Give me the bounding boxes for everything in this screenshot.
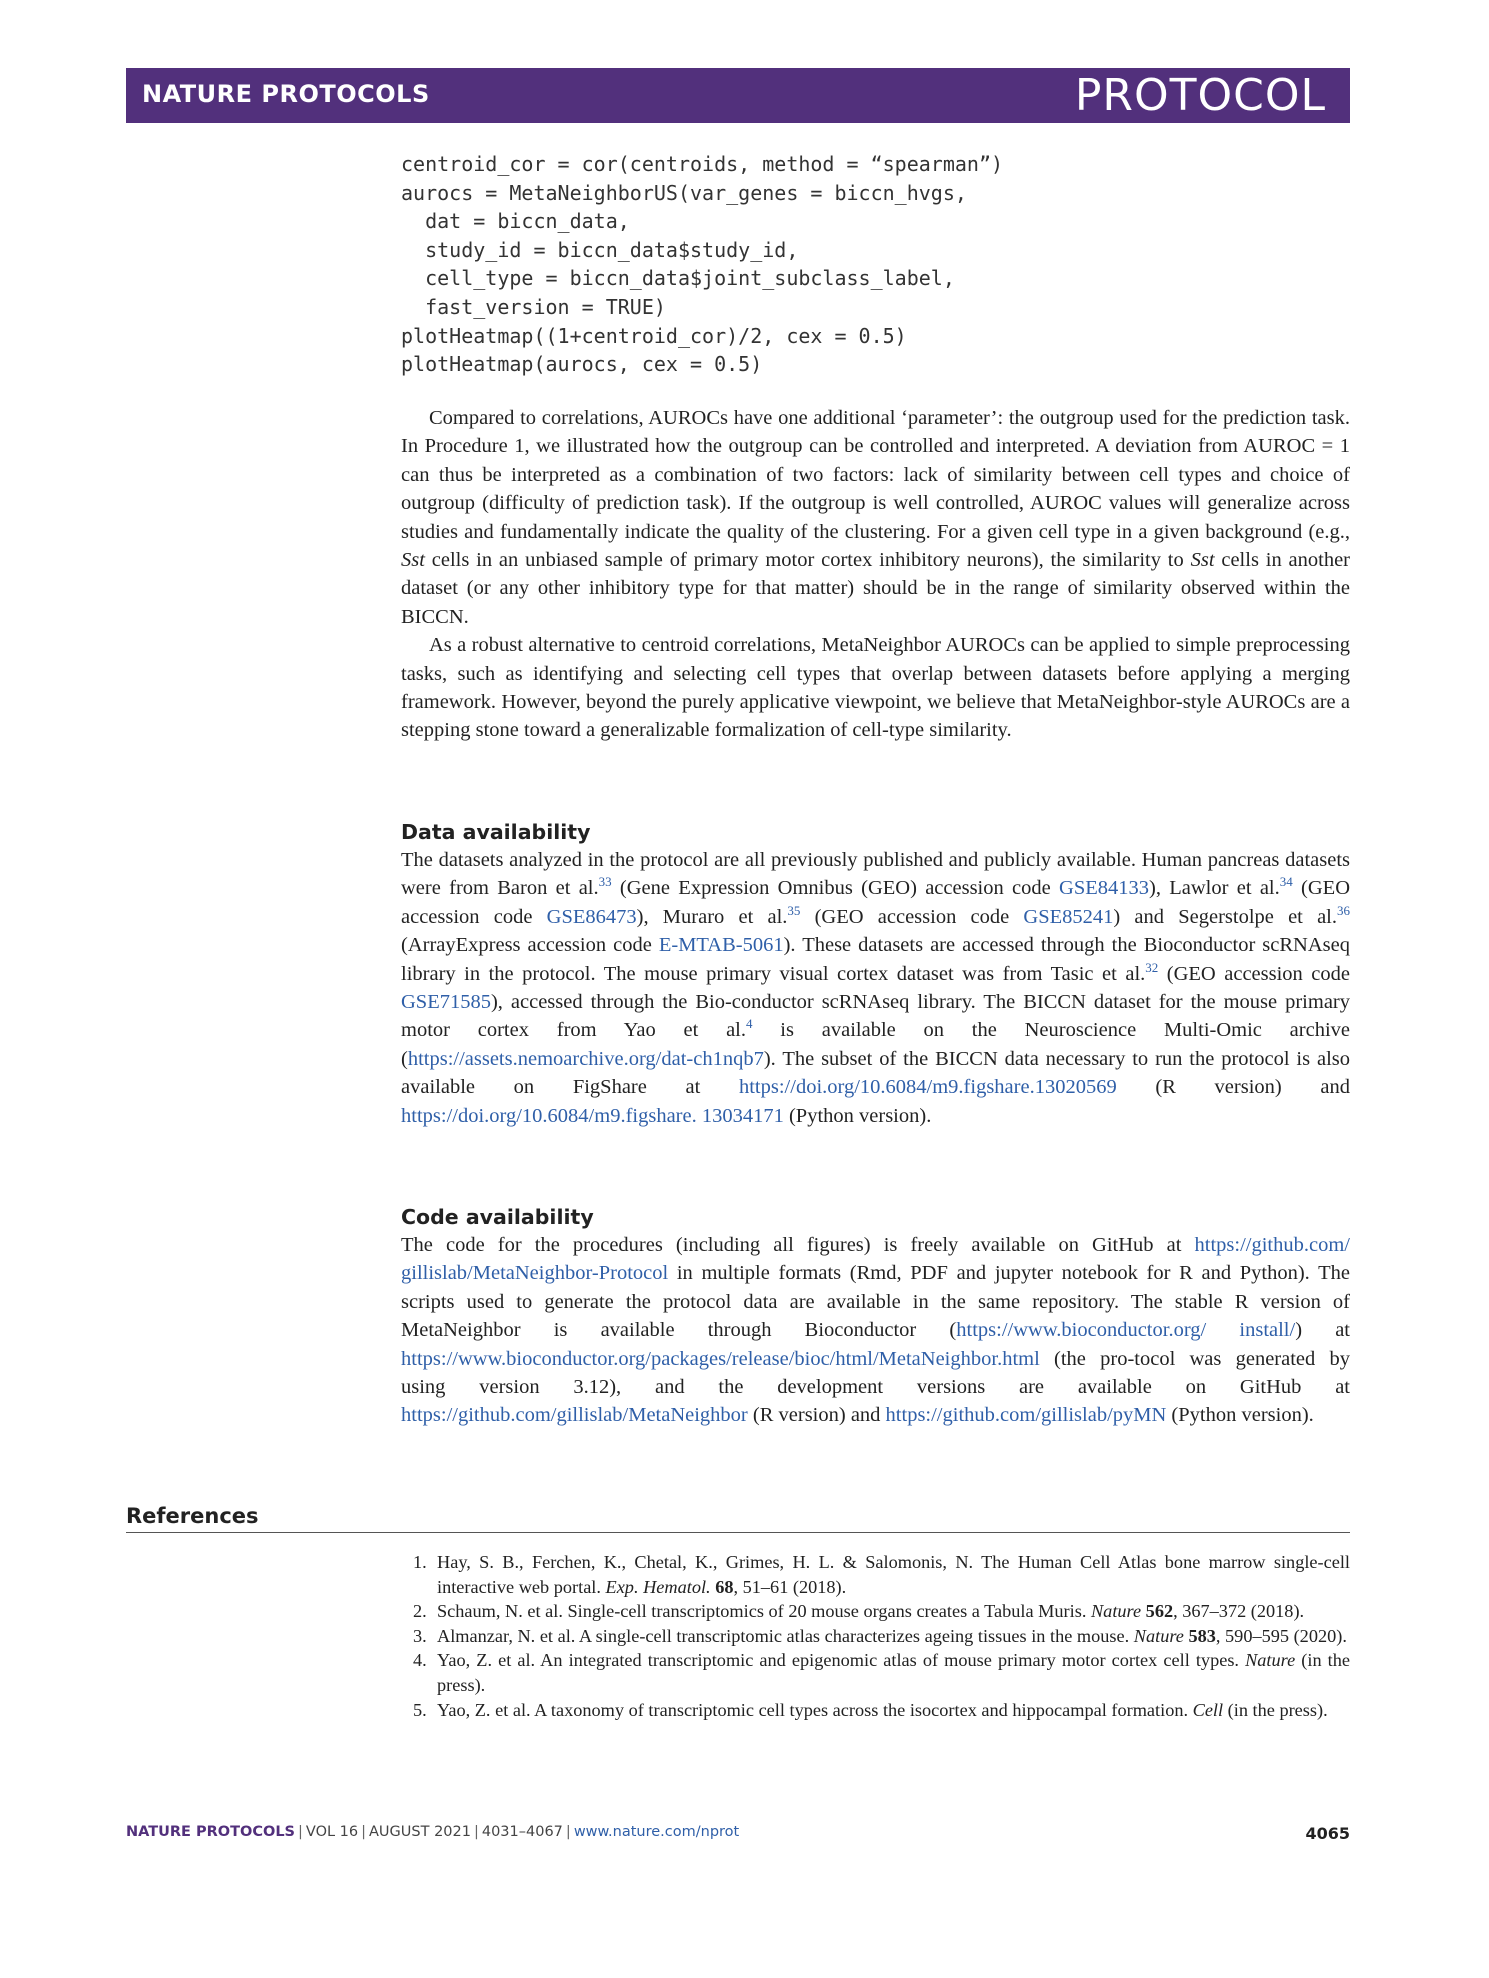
- journal-name: NATURE PROTOCOLS: [142, 80, 430, 108]
- geo-link-gse84133[interactable]: GSE84133: [1059, 877, 1150, 900]
- code-availability-section: [401, 1203, 1350, 1430]
- nemo-archive-link[interactable]: https://assets.nemoarchive.org/dat-ch1nqb7: [407, 1047, 764, 1070]
- code-line: centroid_cor = cor(centroids, method = “spearman”): [401, 152, 1004, 176]
- paragraph-auroc-parameter: Compared to correlations, AUROCs have one additional ‘parameter’: the outgroup used for the prediction task. In Procedure 1, we illustrated how the outgroup can be controlled and interpreted. A deviation from AUROC = 1 can thus be interpreted as a combination of two factors: lack of similarity between cell types and choice of outgroup (difficulty of prediction task). If the outgroup is well controlled, AUROC values will generalize across studies and fundamentally indicate the quality of the clustering. For a given cell type in a given background (e.g., Sst cells in an unbiased sample of primary motor cortex inhibitory neurons), the similarity to Sst cells in another dataset (or any other inhibitory type for that matter) should be in the range of similarity observed within the BICCN.: [401, 407, 1350, 628]
- data-availability-heading: Data availability: [401, 820, 591, 844]
- code-line: study_id = biccn_data$study_id,: [401, 237, 799, 262]
- reference-item: 2. Schaum, N. et al. Single-cell transcriptomics of 20 mouse organs creates a Tabula Muris. Nature 562, 367–372 (2018).: [413, 1601, 1305, 1622]
- reference-item: 1. Hay, S. B., Ferchen, K., Chetal, K., Grimes, H. L. & Salomonis, N. The Human Cell Atlas bone marrow single-cell interactive web portal. Exp. Hematol. 68, 51–61 (2018).: [413, 1552, 1350, 1597]
- body-text: [401, 404, 1350, 745]
- ref-citation[interactable]: 33: [598, 874, 612, 890]
- geo-link-gse85241[interactable]: GSE85241: [1023, 905, 1114, 928]
- code-availability-text: The code for the procedures (including all figures) is freely available on GitHub at https://github.com/ gillislab/MetaNeighbor-Protocol in multiple formats (Rmd, PDF and jupyter notebook for R and Python). The scripts used to generate the protocol data are available in the same repository. The stable R version of MetaNeighbor is available through Bioconductor (https://www.bioconductor.org/ install/) at https://www.bioconductor.org/packages/release/bioc/html/MetaNeighbor.html (the pro-tocol was generated by using version 3.12), and the development versions are available on GitHub at https://github.com/gillislab/MetaNeighbor (R version) and https://github.com/gillislab/pyMN (Python version).: [401, 1234, 1350, 1427]
- geo-link-gse86473[interactable]: GSE86473: [546, 905, 637, 928]
- geo-link-gse71585[interactable]: GSE71585: [401, 991, 491, 1014]
- ref-citation[interactable]: 36: [1337, 902, 1350, 918]
- code-line: dat = biccn_data,: [401, 209, 630, 234]
- footer-journal-link[interactable]: www.nature.com/nprot: [573, 1824, 740, 1840]
- bioconductor-install-link[interactable]: https://www.bioconductor.org/ install/: [956, 1319, 1296, 1342]
- code-availability-heading: Code availability: [401, 1205, 594, 1229]
- reference-list: [401, 1550, 1350, 1722]
- code-line: aurocs = MetaNeighborUS(var_genes = biccn_hvgs,: [401, 180, 967, 205]
- reference-item: 4. Yao, Z. et al. An integrated transcriptomic and epigenomic atlas of mouse primary motor cortex cell types. Nature (in the press).: [413, 1650, 1350, 1695]
- footer-pages: 4031–4067: [481, 1824, 563, 1840]
- code-line: fast_version = TRUE): [401, 294, 666, 319]
- figshare-python-link[interactable]: https://doi.org/10.6084/m9.figshare. 13034171: [401, 1104, 784, 1127]
- footer-journal: NATURE PROTOCOLS: [126, 1824, 296, 1840]
- ref-citation[interactable]: 4: [746, 1016, 753, 1032]
- github-metaneighbor-link[interactable]: https://github.com/gillislab/MetaNeighbor: [401, 1404, 748, 1427]
- code-line: plotHeatmap(aurocs, cex = 0.5): [401, 352, 763, 377]
- data-availability-section: [401, 818, 1350, 1130]
- github-pymn-link[interactable]: https://github.com/gillislab/pyMN: [885, 1404, 1167, 1427]
- data-availability-text: The datasets analyzed in the protocol are all previously published and publicly available. Human pancreas datasets were from Baron et al.$^{33}$ (Gene Expression Omnibus (GEO) accession code GSE84133), Lawlor et al.$^{34}$ (GEO accession code GSE86473), Muraro et al.$^{35}$ (GEO accession code GSE85241) and Segerstolpe et al.$^{36}$ (ArrayExpress accession code E-MTAB-5061). These datasets are accessed through the Bioconductor scRNAseq library in the protocol. The mouse primary visual cortex dataset was from Tasic et al.$^{32}$ (GEO accession code GSE71585), accessed through the Bio-conductor scRNAseq library. The BICCN dataset for the mouse primary motor cortex from Yao et al.$^4$ is available on the Neuroscience Multi-Omic archive (https://assets.nemoarchive.org/dat-ch1nqb7). The subset of the BICCN data necessary to run the protocol is also available on FigShare at https://doi.org/10.6084/m9.figshare.13020569 (R version) and https://doi.org/10.6084/m9.figshare. 13034171 (Python version).: [401, 849, 1350, 1127]
- reference-item: 5. Yao, Z. et al. A taxonomy of transcriptomic cell types across the isocortex and hippocampal formation. Cell (in the press).: [413, 1699, 1328, 1720]
- figshare-r-link[interactable]: https://doi.org/10.6084/m9.figshare.13020569: [738, 1076, 1117, 1099]
- ref-citation[interactable]: 35: [787, 902, 801, 918]
- footer-date: AUGUST 2021: [369, 1824, 471, 1840]
- arrayexpress-link[interactable]: E-MTAB-5061: [658, 934, 784, 957]
- paragraph-robust-alternative: As a robust alternative to centroid correlations, MetaNeighbor AUROCs can be applied to simple preprocessing tasks, such as identifying and selecting cell types that overlap between datasets before applying a merging framework. However, beyond the purely applicative viewpoint, we believe that MetaNeighbor-style AUROCs are a stepping stone toward a generalizable formalization of cell-type similarity.: [401, 634, 1350, 742]
- page-number: 4065: [1305, 1824, 1350, 1843]
- journal-header-bar: [126, 68, 1350, 123]
- code-line: cell_type = biccn_data$joint_subclass_label,: [401, 266, 955, 291]
- page-footer: NATURE PROTOCOLS | VOL 16 | AUGUST 2021 | 4031–4067 | www.nature.com/nprot 4065: [126, 1824, 1350, 1843]
- footer-volume: VOL 16: [305, 1824, 359, 1840]
- references-heading: References: [126, 1504, 1350, 1533]
- ref-citation[interactable]: 34: [1279, 874, 1293, 890]
- code-block: [401, 150, 1350, 379]
- github-protocol-link[interactable]: https://github.com/ gillislab/MetaNeighbor-Protocol: [401, 1234, 1350, 1285]
- bioconductor-package-link[interactable]: https://www.bioconductor.org/packages/release/bioc/html/MetaNeighbor.html: [401, 1347, 1040, 1370]
- code-line: plotHeatmap((1+centroid_cor)/2, cex = 0.5): [401, 323, 907, 348]
- ref-citation[interactable]: 32: [1145, 959, 1159, 975]
- reference-item: 3. Almanzar, N. et al. A single-cell transcriptomic atlas characterizes ageing tissues in the mouse. Nature 583, 590–595 (2020).: [413, 1625, 1347, 1646]
- article-type: PROTOCOL: [1074, 70, 1326, 121]
